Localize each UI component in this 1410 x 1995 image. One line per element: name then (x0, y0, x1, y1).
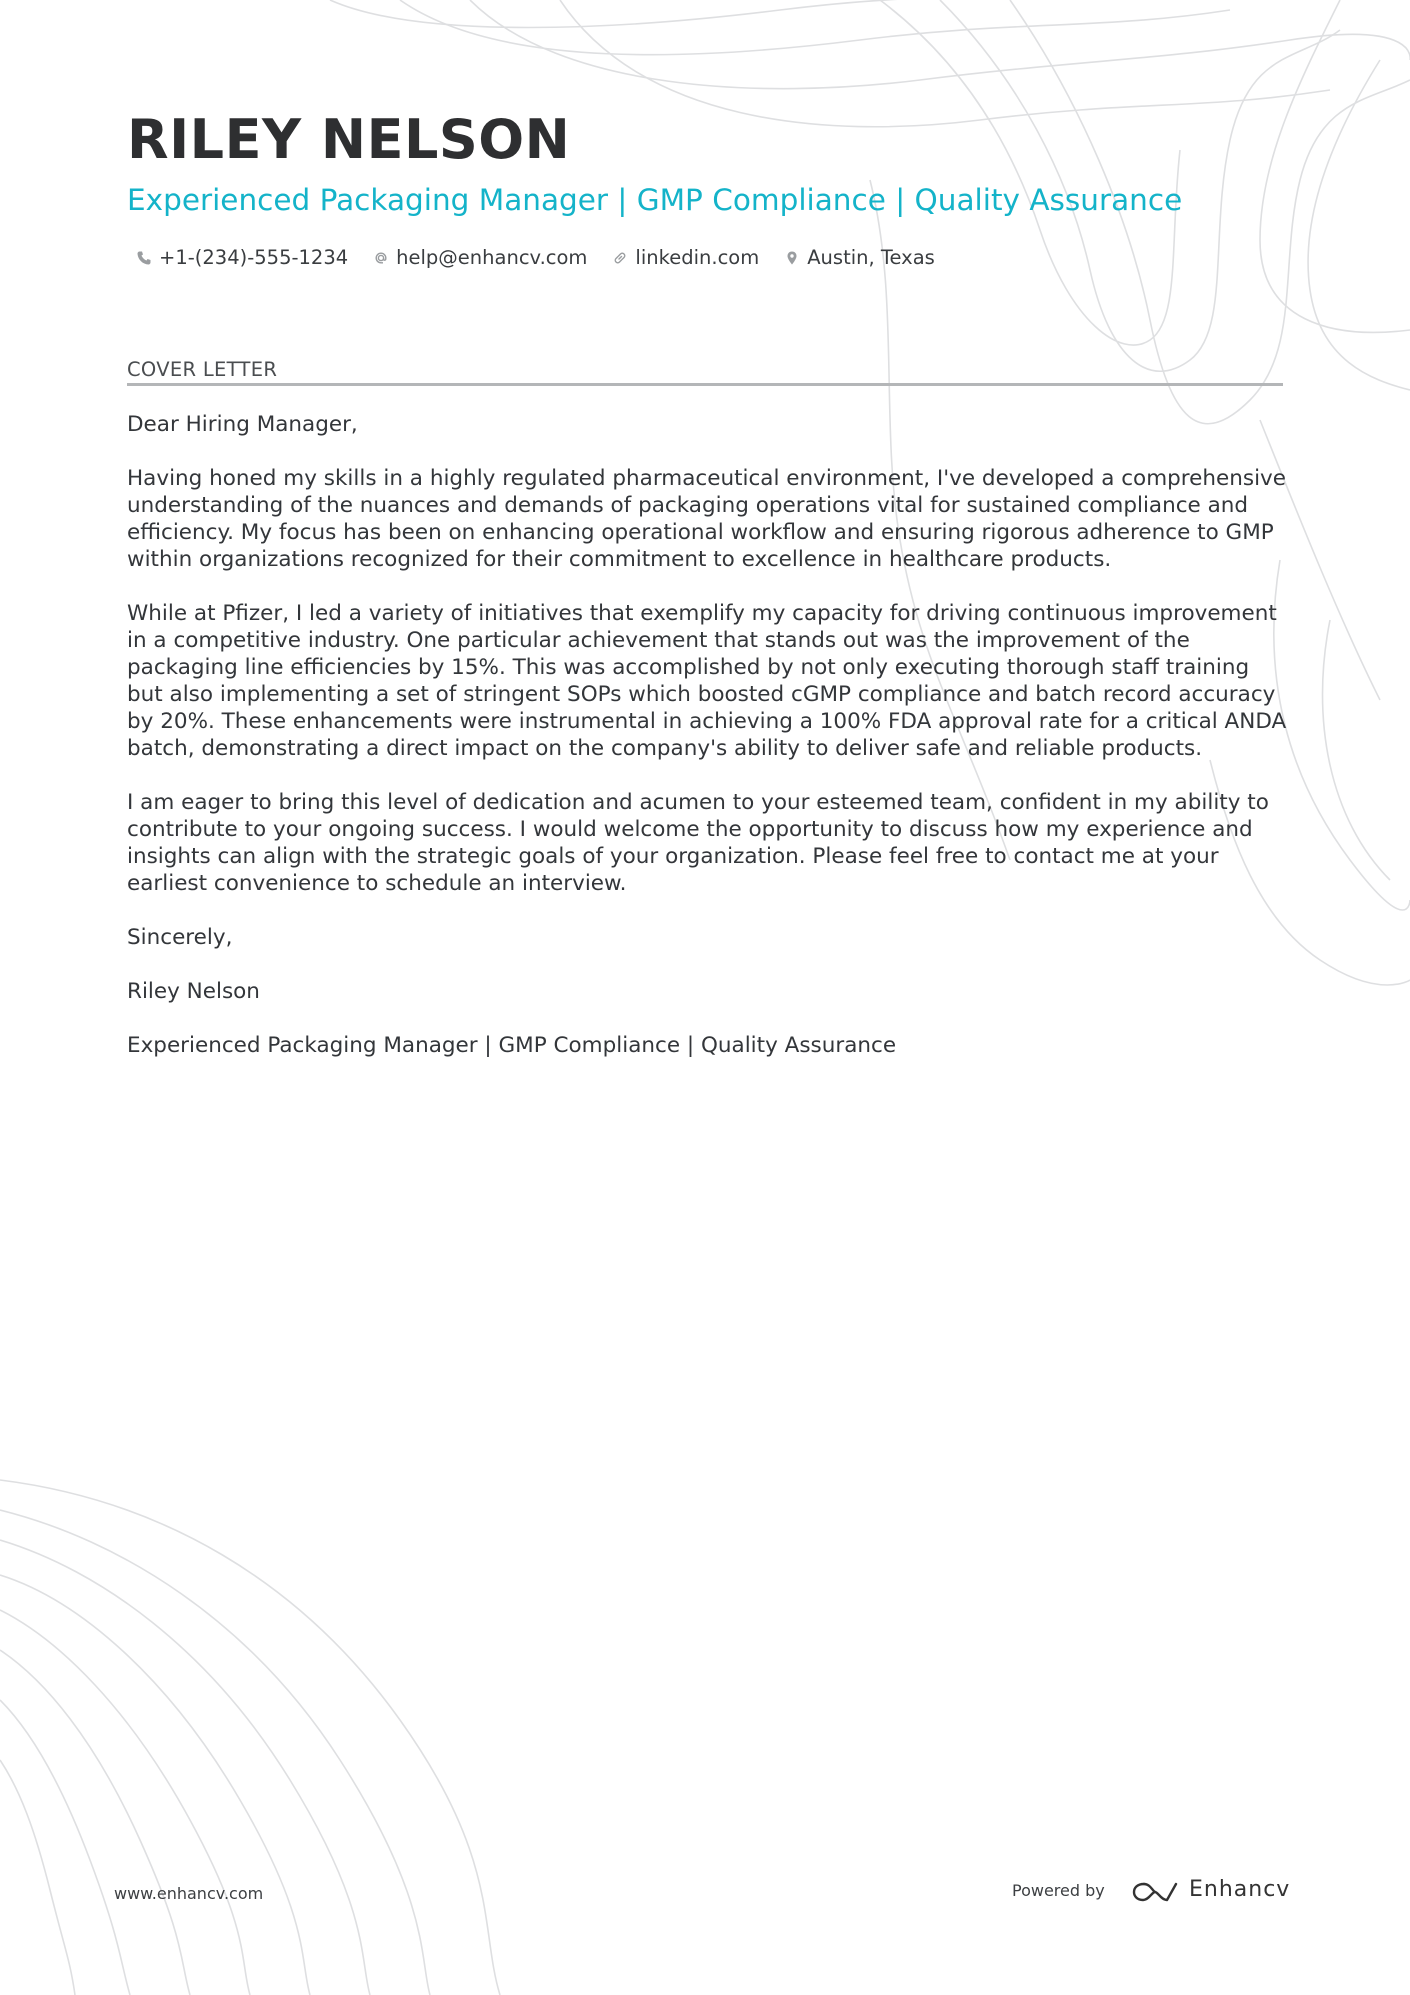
section-title: COVER LETTER (127, 358, 278, 381)
contact-location (783, 246, 935, 269)
letter-body (127, 411, 1287, 1086)
candidate-headline: Experienced Packaging Manager | GMP Compliance | Quality Assurance (127, 183, 1183, 217)
contact-linkedin[interactable] (611, 246, 759, 269)
enhancv-logo-icon (1132, 1878, 1178, 1906)
link-icon (611, 249, 629, 267)
footer-url[interactable]: www.enhancv.com (114, 1884, 264, 1903)
contact-phone-text: +1-(234)-555-1234 (159, 246, 349, 269)
signature-name: Riley Nelson (127, 979, 260, 1004)
letter-paragraph: While at Pfizer, I led a variety of initiatives that exemplify my capacity for driving continuous improvement in a competitive industry. One particular achievement that stands out was the improvement of the packaging line efficiencies by 15%. This was accomplished by not only executing thorough staff training but also implementing a set of stringent SOPs which boosted cGMP compliance and batch record accuracy by 20%. These enhancements were instrumental in achieving a 100% FDA approval rate for a critical ANDA batch, demonstrating a direct impact on the company's ability to deliver safe and reliable products. (127, 601, 1287, 761)
contact-bar (135, 246, 959, 269)
at-icon (372, 249, 390, 267)
phone-icon (135, 249, 153, 267)
candidate-name: RILEY NELSON (127, 108, 571, 171)
letter-paragraph: I am eager to bring this level of dedication and acumen to your esteemed team, confident in my ability to contribute to your ongoing success. I would welcome the opportunity to discuss how my experience and insights can align with the strategic goals of your organization. Please feel free to contact me at your earliest convenience to schedule an interview. (127, 790, 1269, 896)
contact-email-text: help@enhancv.com (396, 246, 588, 269)
contact-email[interactable] (372, 246, 587, 269)
powered-by-label: Powered by (1012, 1881, 1105, 1900)
section-divider (127, 383, 1283, 386)
letter-salutation: Dear Hiring Manager, (127, 412, 358, 437)
brand-name[interactable]: Enhancv (1189, 1877, 1291, 1902)
signature-title: Experienced Packaging Manager | GMP Compliance | Quality Assurance (127, 1033, 897, 1058)
contact-linkedin-text: linkedin.com (635, 246, 760, 269)
contact-phone[interactable] (135, 246, 348, 269)
letter-paragraph: Having honed my skills in a highly regulated pharmaceutical environment, I've developed a comprehensive understanding of the nuances and demands of packaging operations vital for sustained compliance and efficiency. My focus has been on enhancing operational workflow and ensuring rigorous adherence to GMP within organizations recognized for their commitment to excellence in healthcare products. (127, 466, 1287, 572)
letter-closing: Sincerely, (127, 925, 233, 950)
location-pin-icon (783, 249, 801, 267)
contact-location-text: Austin, Texas (807, 246, 935, 269)
